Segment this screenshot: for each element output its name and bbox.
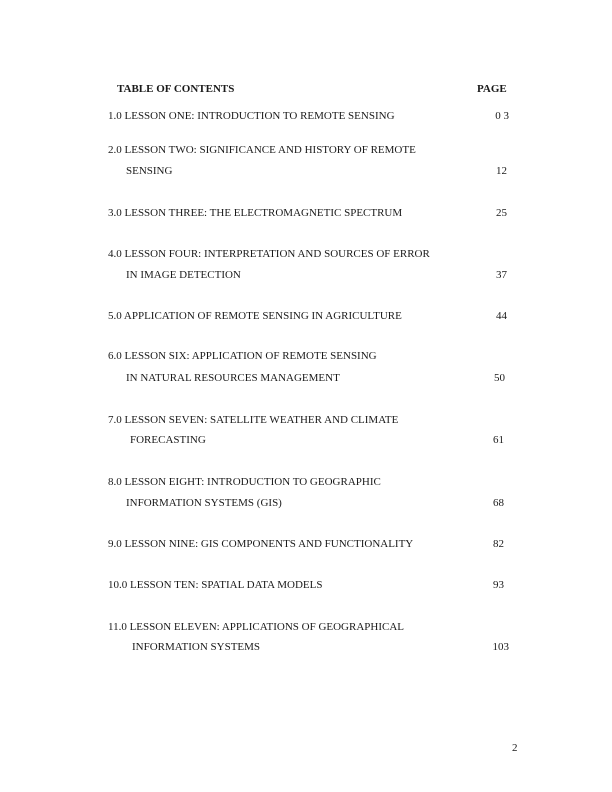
- entry-page: 44: [496, 310, 507, 322]
- entry-title: 9.0 LESSON NINE: GIS COMPONENTS AND FUNCTIONALITY: [108, 538, 414, 550]
- entry-title: 5.0 APPLICATION OF REMOTE SENSING IN AGRICULTURE: [108, 310, 402, 322]
- entry-title: 8.0 LESSON EIGHT: INTRODUCTION TO GEOGRAPHIC: [108, 476, 381, 488]
- entry-title-continued: INFORMATION SYSTEMS: [132, 641, 261, 653]
- entry-title: 10.0 LESSON TEN: SPATIAL DATA MODELS: [108, 579, 323, 591]
- entry-page: 37: [496, 269, 507, 281]
- entry-title-continued: SENSING: [126, 165, 173, 177]
- entry-title: 11.0 LESSON ELEVEN: APPLICATIONS OF GEOGRAPHICAL: [108, 621, 404, 633]
- entry-title: 6.0 LESSON SIX: APPLICATION OF REMOTE SENSING: [108, 350, 377, 362]
- entry-title-continued: IN IMAGE DETECTION: [126, 269, 241, 281]
- entry-title: 1.0 LESSON ONE: INTRODUCTION TO REMOTE SENSING: [108, 110, 395, 122]
- entry-page: 93: [493, 579, 504, 591]
- entry-page: 12: [496, 165, 507, 177]
- page-column-header: PAGE: [477, 83, 507, 95]
- page-number: 2: [512, 742, 518, 754]
- entry-title: 2.0 LESSON TWO: SIGNIFICANCE AND HISTORY OF REMOTE: [108, 144, 416, 156]
- entry-title-continued: FORECASTING: [130, 434, 206, 446]
- entry-page: 68: [493, 497, 504, 509]
- entry-page: 25: [496, 207, 507, 219]
- entry-page: 50: [494, 372, 505, 384]
- toc-title: TABLE OF CONTENTS: [117, 83, 235, 95]
- entry-page: 0 3: [495, 110, 509, 122]
- entry-title: 4.0 LESSON FOUR: INTERPRETATION AND SOURCES OF ERROR: [108, 248, 430, 260]
- entry-title: 7.0 LESSON SEVEN: SATELLITE WEATHER AND CLIMATE: [108, 414, 399, 426]
- entry-page: 103: [492, 641, 509, 653]
- entry-page: 82: [493, 538, 504, 550]
- entry-title-continued: IN NATURAL RESOURCES MANAGEMENT: [126, 372, 340, 384]
- entry-title: 3.0 LESSON THREE: THE ELECTROMAGNETIC SPECTRUM: [108, 207, 403, 219]
- entry-page: 61: [493, 434, 504, 446]
- entry-title-continued: INFORMATION SYSTEMS (GIS): [126, 497, 282, 509]
